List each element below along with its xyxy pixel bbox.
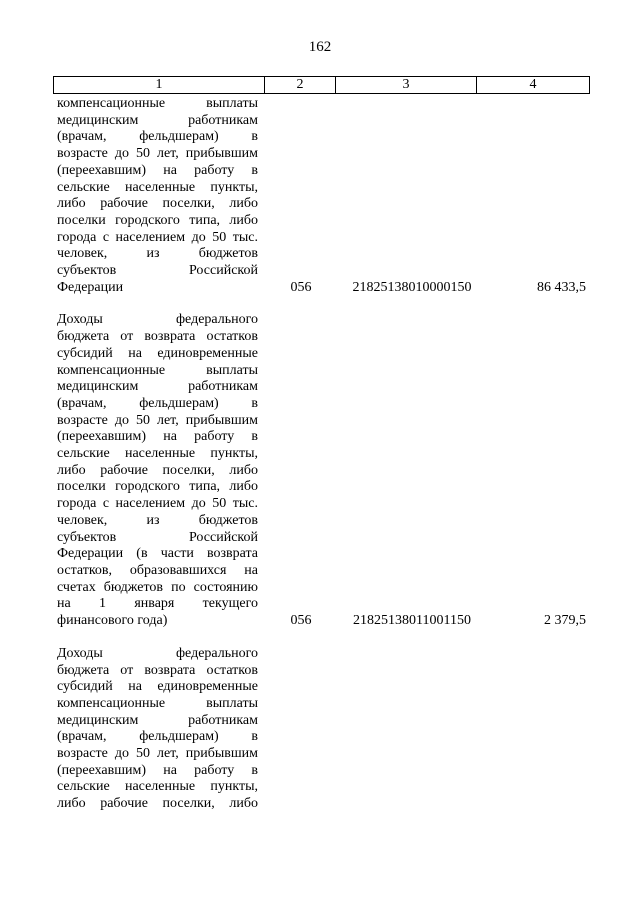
description-line: (переехавшим) на работу в bbox=[57, 762, 258, 778]
description-line: поселки городского типа, либо bbox=[57, 212, 258, 228]
row-description bbox=[57, 96, 258, 296]
description-line: человек, из бюджетов bbox=[57, 246, 258, 262]
table-body bbox=[57, 96, 590, 813]
table-header-col-3: 3 bbox=[336, 77, 477, 93]
table-header-row bbox=[53, 76, 590, 94]
description-line: Федерации (в части возврата bbox=[57, 546, 258, 562]
description-line: Доходы федерального bbox=[57, 312, 258, 328]
description-line: компенсационные выплаты bbox=[57, 96, 258, 111]
budget-classification-code: 21825138010000150 bbox=[352, 279, 472, 295]
description-line: остатков, образовавшихся на bbox=[57, 562, 258, 578]
table-header-col-4: 4 bbox=[529, 77, 537, 92]
description-line: (врачам, фельдшерам) в bbox=[57, 729, 258, 745]
description-line: Доходы федерального bbox=[57, 645, 258, 661]
description-line: поселки городского типа, либо bbox=[57, 479, 258, 495]
description-line: сельские населенные пункты, bbox=[57, 179, 258, 195]
amount-value: 86 433,5 bbox=[537, 279, 586, 295]
description-line: финансового года) bbox=[57, 613, 168, 629]
description-line: (переехавшим) на работу в bbox=[57, 162, 258, 178]
description-line: возрасте до 50 лет, прибывшим bbox=[57, 746, 258, 762]
description-line: субсидий на единовременные bbox=[57, 345, 258, 361]
budget-classification-code: 21825138011001150 bbox=[353, 613, 471, 629]
table-header-col-2: 2 bbox=[265, 77, 336, 93]
description-line: компенсационные выплаты bbox=[57, 362, 258, 378]
description-line: бюджета от возврата остатков bbox=[57, 329, 258, 345]
description-line: города с населением до 50 тыс. bbox=[57, 496, 258, 512]
description-line: счетах бюджетов по состоянию bbox=[57, 579, 258, 595]
table-row bbox=[57, 96, 590, 296]
description-line: на 1 января текущего bbox=[57, 596, 258, 612]
description-line: субъектов Российской bbox=[57, 263, 258, 279]
table-header-col-1: 1 bbox=[54, 77, 265, 93]
description-line: (врачам, фельдшерам) в bbox=[57, 395, 258, 411]
description-line: возрасте до 50 лет, прибывшим bbox=[57, 146, 258, 162]
description-line: города с населением до 50 тыс. bbox=[57, 229, 258, 245]
admin-code: 056 bbox=[290, 613, 312, 629]
description-line: компенсационные выплаты bbox=[57, 695, 258, 711]
description-line: Федерации bbox=[57, 279, 124, 295]
amount-value: 2 379,5 bbox=[544, 613, 586, 629]
description-line: медицинским работникам bbox=[57, 712, 258, 728]
description-line: либо рабочие поселки, либо bbox=[57, 462, 258, 478]
table-row bbox=[57, 312, 590, 629]
admin-code: 056 bbox=[290, 279, 312, 295]
description-line: субсидий на единовременные bbox=[57, 679, 258, 695]
description-line: медицинским работникам bbox=[57, 379, 258, 395]
row-description bbox=[57, 646, 258, 813]
page-number: 162 bbox=[308, 39, 332, 55]
description-line: субъектов Российской bbox=[57, 529, 258, 545]
description-line: медицинским работникам bbox=[57, 112, 258, 128]
description-line: человек, из бюджетов bbox=[57, 512, 258, 528]
description-line: сельские населенные пункты, bbox=[57, 446, 258, 462]
description-line: возрасте до 50 лет, прибывшим bbox=[57, 412, 258, 428]
description-line: (врачам, фельдшерам) в bbox=[57, 129, 258, 145]
description-line: сельские населенные пункты, bbox=[57, 779, 258, 795]
table-row bbox=[57, 646, 590, 813]
description-line: (переехавшим) на работу в bbox=[57, 429, 258, 445]
description-line: либо рабочие поселки, либо bbox=[57, 196, 258, 212]
description-line: либо рабочие поселки, либо bbox=[57, 796, 258, 812]
description-line: бюджета от возврата остатков bbox=[57, 662, 258, 678]
row-description bbox=[57, 312, 258, 629]
